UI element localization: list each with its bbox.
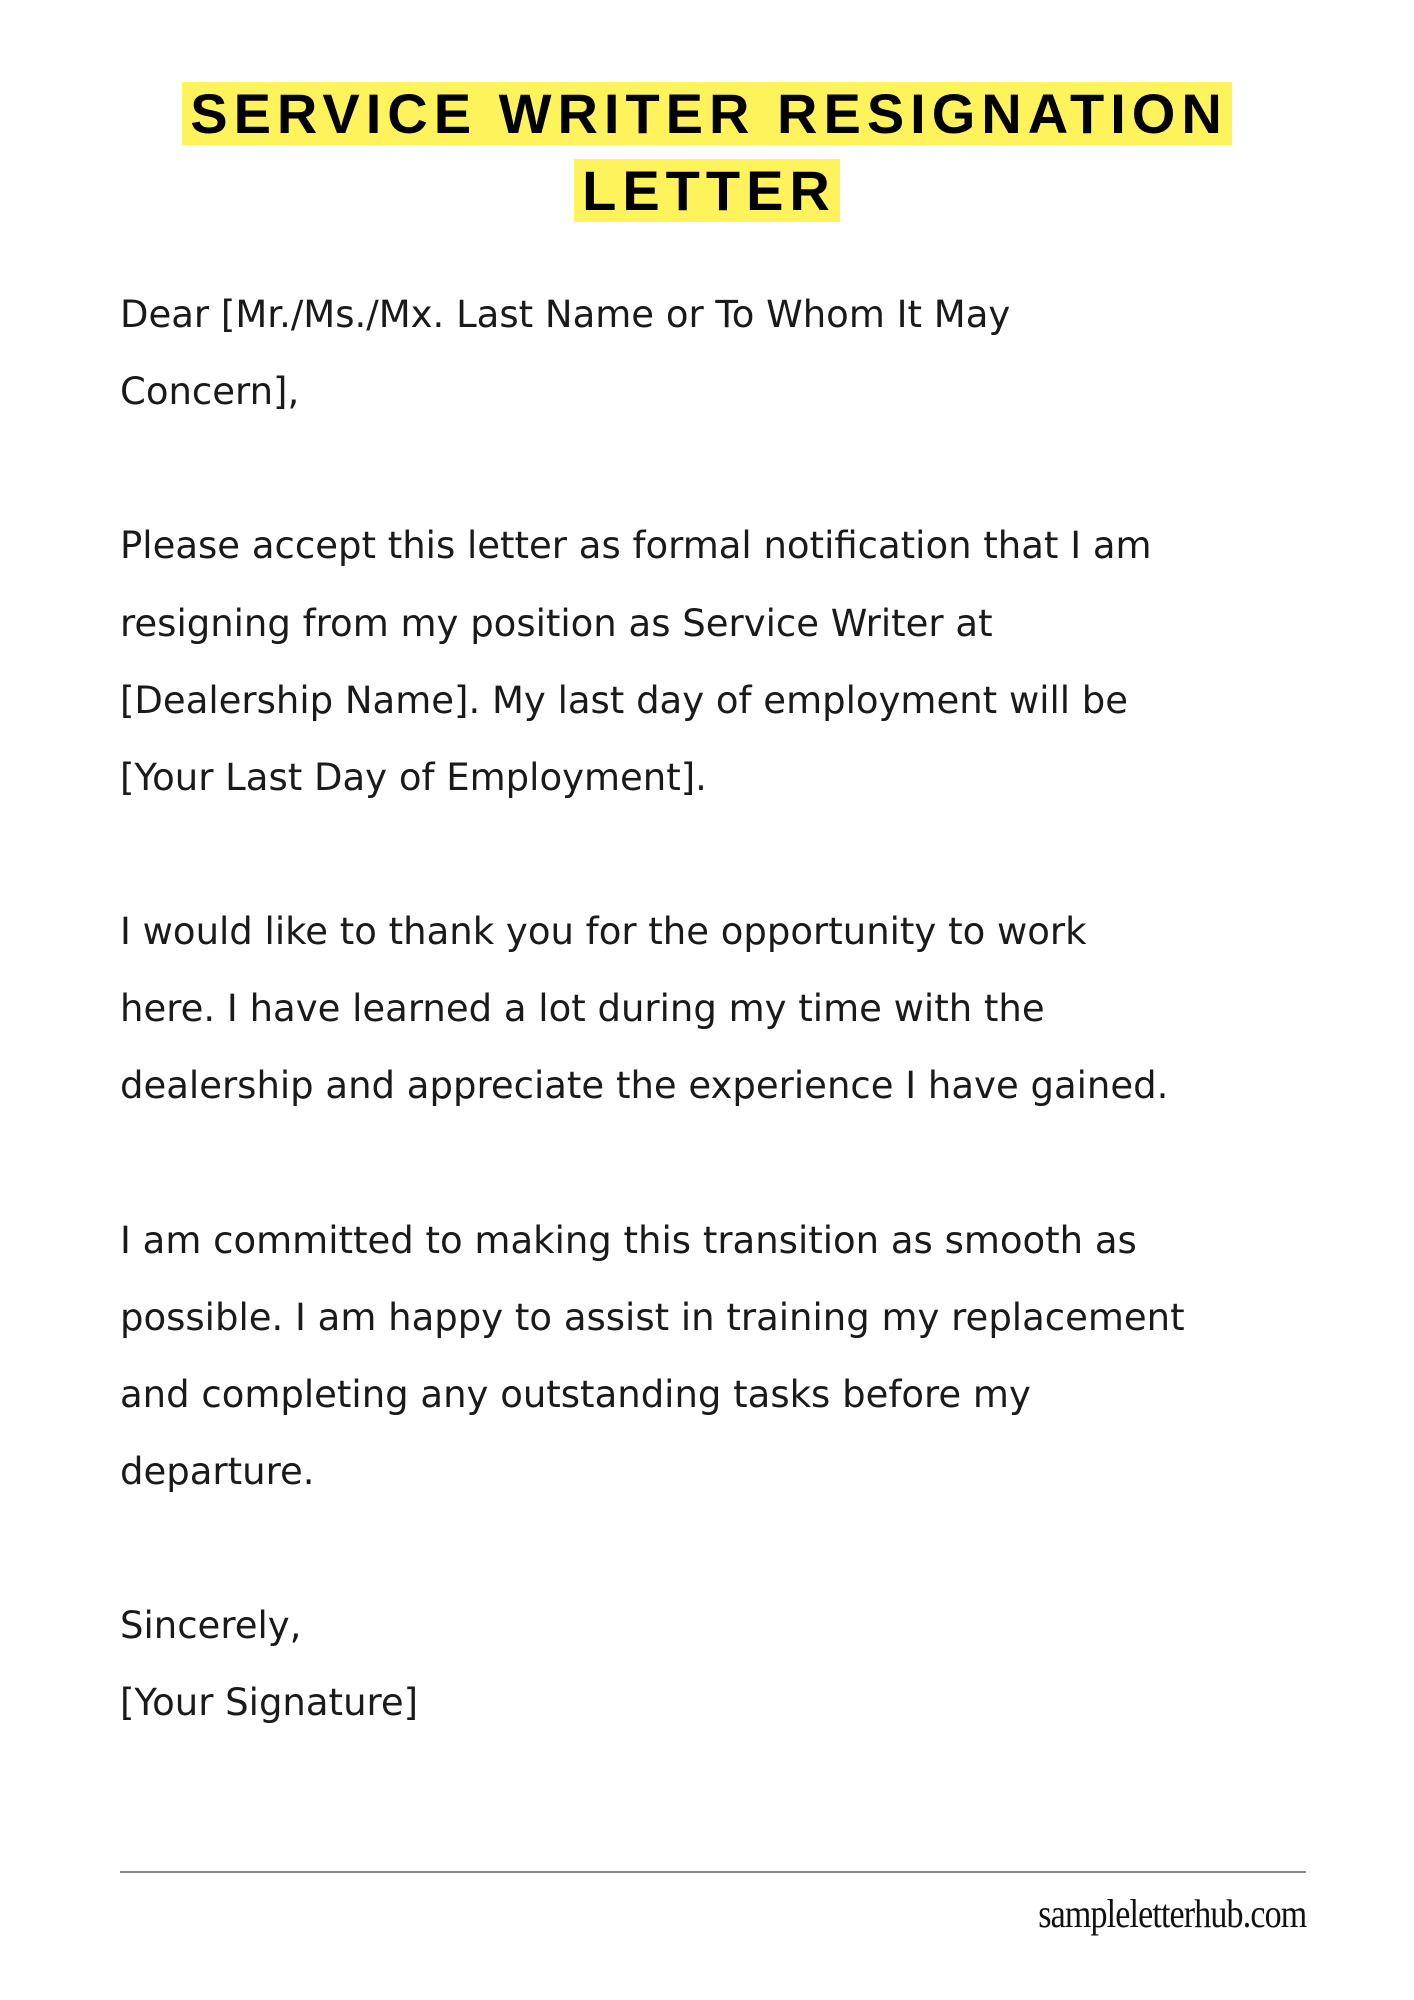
text-line: I am committed to making this transition as smooth as xyxy=(120,1218,1137,1262)
paragraph-thanks xyxy=(120,893,1185,1124)
sign-off xyxy=(120,1587,1185,1741)
salutation-line: Concern], xyxy=(120,370,300,414)
text-line: here. I have learned a lot during my time with the xyxy=(120,987,1045,1031)
title-line-2: LETTER xyxy=(574,159,840,222)
footer-site: sampleletterhub.com xyxy=(1037,1891,1306,1936)
letter-body xyxy=(120,276,1185,1742)
signature-placeholder: [Your Signature] xyxy=(120,1681,419,1725)
text-line: departure. xyxy=(120,1450,315,1494)
text-line: I would like to thank you for the opportunity to work xyxy=(120,910,1087,954)
text-line: Please accept this letter as formal notification that I am xyxy=(120,524,1152,568)
paragraph-transition xyxy=(120,1202,1185,1511)
title-line-1: SERVICE WRITER RESIGNATION xyxy=(182,82,1232,145)
text-line: and completing any outstanding tasks before my xyxy=(120,1372,1031,1416)
closing: Sincerely, xyxy=(120,1604,302,1648)
salutation-line: Dear [Mr./Ms./Mx. Last Name or To Whom It May xyxy=(120,293,1011,336)
letter-title xyxy=(0,75,1414,229)
paragraph-notice xyxy=(120,507,1185,816)
text-line: [Your Last Day of Employment]. xyxy=(120,755,707,799)
text-line: possible. I am happy to assist in training my replacement xyxy=(120,1295,1185,1339)
text-line: [Dealership Name]. My last day of employment will be xyxy=(120,678,1129,722)
salutation xyxy=(120,276,1185,430)
text-line: dealership and appreciate the experience I have gained. xyxy=(120,1064,1169,1108)
text-line: resigning from my position as Service Writer at xyxy=(120,601,993,645)
footer-divider xyxy=(120,1871,1306,1873)
